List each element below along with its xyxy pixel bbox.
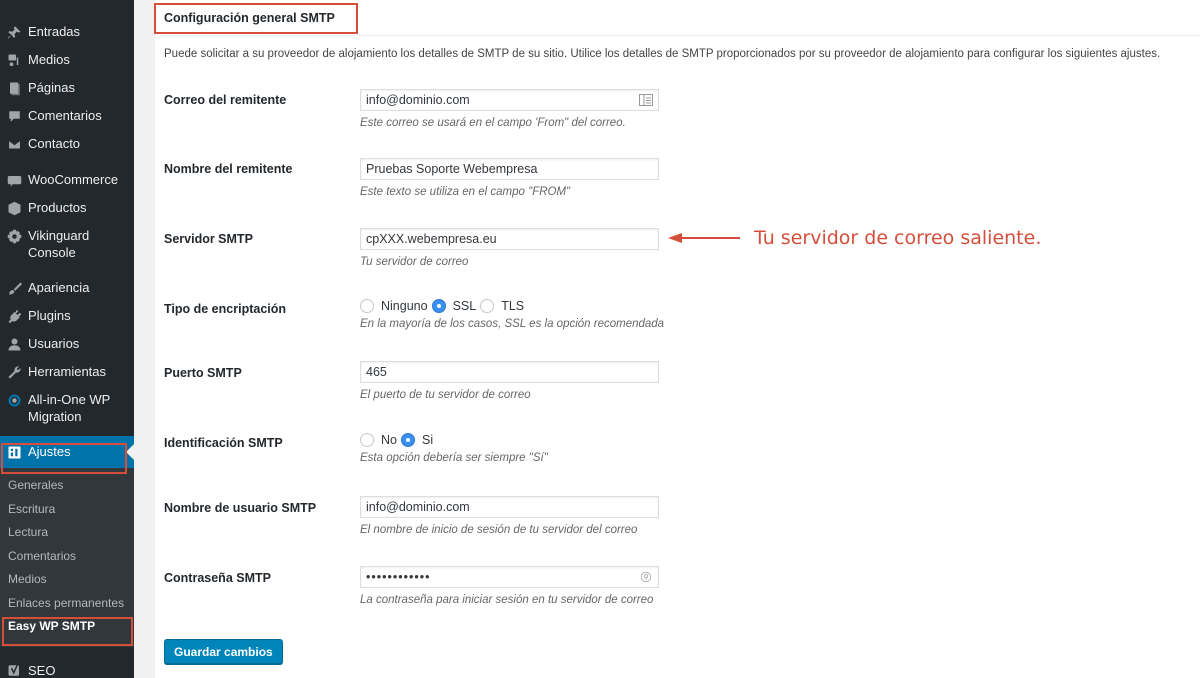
yoast-icon	[6, 663, 22, 678]
radio-label: SSL	[452, 299, 477, 313]
encryption-option-ninguno[interactable]	[360, 299, 430, 313]
wrench-icon	[6, 364, 22, 380]
radio-ssl[interactable]	[432, 299, 446, 313]
smtp-port-input[interactable]	[360, 361, 659, 383]
from-name-field-wrap	[360, 158, 659, 198]
panel-header	[155, 0, 1200, 36]
sidebar-item-productos[interactable]	[0, 194, 134, 222]
sidebar-item-label: Páginas	[28, 80, 75, 95]
sidebar-item-label: WooCommerce	[28, 172, 119, 187]
sidebar-item-label: Comentarios	[28, 108, 102, 123]
smtp-username-input[interactable]	[360, 496, 659, 518]
smtp-auth-option-no[interactable]	[360, 433, 399, 447]
smtp-host-input[interactable]	[360, 228, 659, 250]
sidebar-item-all-in-one-migration[interactable]	[0, 386, 134, 430]
submenu-item-easy-wp-smtp[interactable]: Easy WP SMTP	[8, 619, 96, 633]
smtp-port-description: El puerto de tu servidor de correo	[360, 389, 531, 401]
sidebar-item-label: Ajustes	[28, 444, 71, 459]
smtp-port-label: Puerto SMTP	[164, 366, 242, 380]
password-key-icon[interactable]	[639, 571, 653, 583]
from-name-label: Nombre del remitente	[164, 162, 293, 176]
plug-icon	[6, 308, 22, 324]
annotation-text: Tu servidor de correo saliente.	[754, 227, 1042, 249]
intro-text: Puede solicitar a su proveedor de alojamiento los detalles de SMTP de su sitio. Utilice los detalles de SMTP proporcionados por su proveedor de alojamiento para configurar los siguientes ajustes.	[164, 48, 1161, 60]
sidebar-item-plugins[interactable]	[0, 302, 134, 330]
encryption-option-ssl[interactable]	[432, 299, 479, 313]
smtp-settings-panel	[155, 0, 1200, 678]
sidebar-item-label: Apariencia	[28, 280, 90, 295]
smtp-auth-description: Esta opción debería ser siempre "Sí"	[360, 452, 548, 464]
from-name-value: Pruebas Soporte Webempresa	[366, 162, 538, 176]
submenu-item-escritura[interactable]: Escritura	[8, 501, 56, 516]
sidebar-item-herramientas[interactable]	[0, 358, 134, 386]
smtp-auth-field-wrap	[360, 431, 548, 464]
from-name-input[interactable]	[360, 158, 659, 180]
sidebar-item-vikinguard[interactable]	[0, 222, 134, 266]
smtp-password-description: La contraseña para iniciar sesión en tu servidor de correo	[360, 594, 654, 606]
submenu-item-comentarios[interactable]: Comentarios	[8, 548, 77, 563]
from-email-value: info@dominio.com	[366, 93, 470, 107]
sidebar-item-comentarios[interactable]	[0, 102, 134, 130]
smtp-auth-radio-group	[360, 431, 548, 449]
from-email-field-wrap	[360, 89, 659, 129]
sidebar-item-label: Productos	[28, 200, 87, 215]
from-email-description: Este correo se usará en el campo 'From" del correo.	[360, 117, 626, 129]
sidebar-item-label: Contacto	[28, 136, 81, 151]
sidebar-item-label: Entradas	[28, 24, 81, 39]
smtp-port-value: 465	[366, 365, 387, 379]
radio-label: TLS	[501, 299, 525, 313]
admin-menu	[0, 0, 134, 468]
submenu-item-medios[interactable]: Medios	[8, 572, 47, 586]
encryption-description: En la mayoría de los casos, SSL es la opción recomendada	[360, 318, 665, 330]
media-icon	[6, 52, 22, 68]
smtp-username-field-wrap	[360, 496, 659, 536]
woocommerce-icon	[6, 172, 22, 188]
encryption-field-wrap	[360, 297, 664, 330]
smtp-username-value: info@dominio.com	[366, 500, 470, 514]
brush-icon	[6, 280, 22, 296]
smtp-host-value: cpXXX.webempresa.eu	[366, 232, 497, 246]
mail-icon	[6, 136, 22, 152]
migration-icon	[6, 392, 22, 408]
smtp-username-label: Nombre de usuario SMTP	[164, 501, 317, 515]
sidebar-item-medios[interactable]	[0, 46, 134, 74]
settings-icon	[6, 444, 22, 460]
annotation-callout	[668, 227, 1041, 249]
smtp-password-field-wrap	[360, 566, 659, 606]
radio-label: Si	[421, 433, 434, 447]
sidebar-item-contacto[interactable]	[0, 130, 134, 158]
sidebar-item-seo[interactable]	[0, 657, 134, 678]
save-changes-button[interactable]: Guardar cambios	[164, 639, 283, 664]
encryption-radio-group	[360, 297, 664, 315]
submenu-item-generales[interactable]: Generales	[8, 478, 64, 492]
sidebar-item-label: All-in-One WP Migration	[28, 392, 111, 424]
pin-icon	[6, 24, 22, 40]
sidebar-item-label: Herramientas	[28, 364, 107, 379]
admin-menu-lower	[0, 657, 134, 678]
encryption-option-tls[interactable]	[480, 299, 526, 313]
admin-sidebar	[0, 0, 134, 678]
smtp-host-field-wrap	[360, 228, 659, 268]
submenu-item-enlaces-permanentes[interactable]: Enlaces permanentes	[8, 595, 125, 610]
sidebar-item-label: Vikinguard Console	[28, 228, 90, 260]
smtp-password-label: Contraseña SMTP	[164, 571, 271, 585]
radio-ninguno[interactable]	[360, 299, 374, 313]
smtp-host-label: Servidor SMTP	[164, 232, 253, 246]
user-icon	[6, 336, 22, 352]
radio-si[interactable]	[401, 433, 415, 447]
sidebar-item-label: SEO	[28, 662, 56, 678]
smtp-host-description: Tu servidor de correo	[360, 256, 469, 268]
smtp-username-description: El nombre de inicio de sesión de tu servidor del correo	[360, 524, 638, 536]
submenu-item-lectura[interactable]: Lectura	[8, 525, 49, 539]
sidebar-item-label: Usuarios	[28, 336, 80, 351]
radio-no[interactable]	[360, 433, 374, 447]
from-email-input[interactable]	[360, 89, 659, 111]
smtp-password-input[interactable]	[360, 566, 659, 588]
smtp-password-value: ••••••••••••	[366, 570, 431, 584]
sidebar-item-paginas[interactable]	[0, 74, 134, 102]
gear-icon	[6, 228, 22, 244]
radio-label: No	[381, 433, 397, 447]
arrow-left-icon	[668, 232, 740, 244]
from-name-description: Este texto se utiliza en el campo "FROM"	[360, 186, 571, 198]
from-email-label: Correo del remitente	[164, 93, 287, 107]
sidebar-item-apariencia[interactable]	[0, 274, 134, 302]
smtp-auth-option-si[interactable]	[401, 433, 435, 447]
pages-icon	[6, 80, 22, 96]
radio-label: Ninguno	[381, 299, 428, 313]
box-icon	[6, 200, 22, 216]
smtp-port-field-wrap	[360, 361, 659, 401]
sidebar-item-label: Plugins	[28, 308, 71, 323]
radio-tls[interactable]	[480, 299, 494, 313]
contact-card-icon[interactable]	[639, 94, 653, 106]
page-title: Configuración general SMTP	[164, 11, 335, 25]
sidebar-item-label: Medios	[28, 52, 70, 67]
encryption-label: Tipo de encriptación	[164, 302, 287, 316]
sidebar-item-entradas[interactable]	[0, 18, 134, 46]
sidebar-item-ajustes[interactable]	[0, 436, 134, 468]
sidebar-item-woocommerce[interactable]	[0, 166, 134, 194]
smtp-auth-label: Identificación SMTP	[164, 436, 283, 450]
ajustes-submenu	[0, 468, 134, 647]
comment-icon	[6, 108, 22, 124]
sidebar-item-usuarios[interactable]	[0, 330, 134, 358]
